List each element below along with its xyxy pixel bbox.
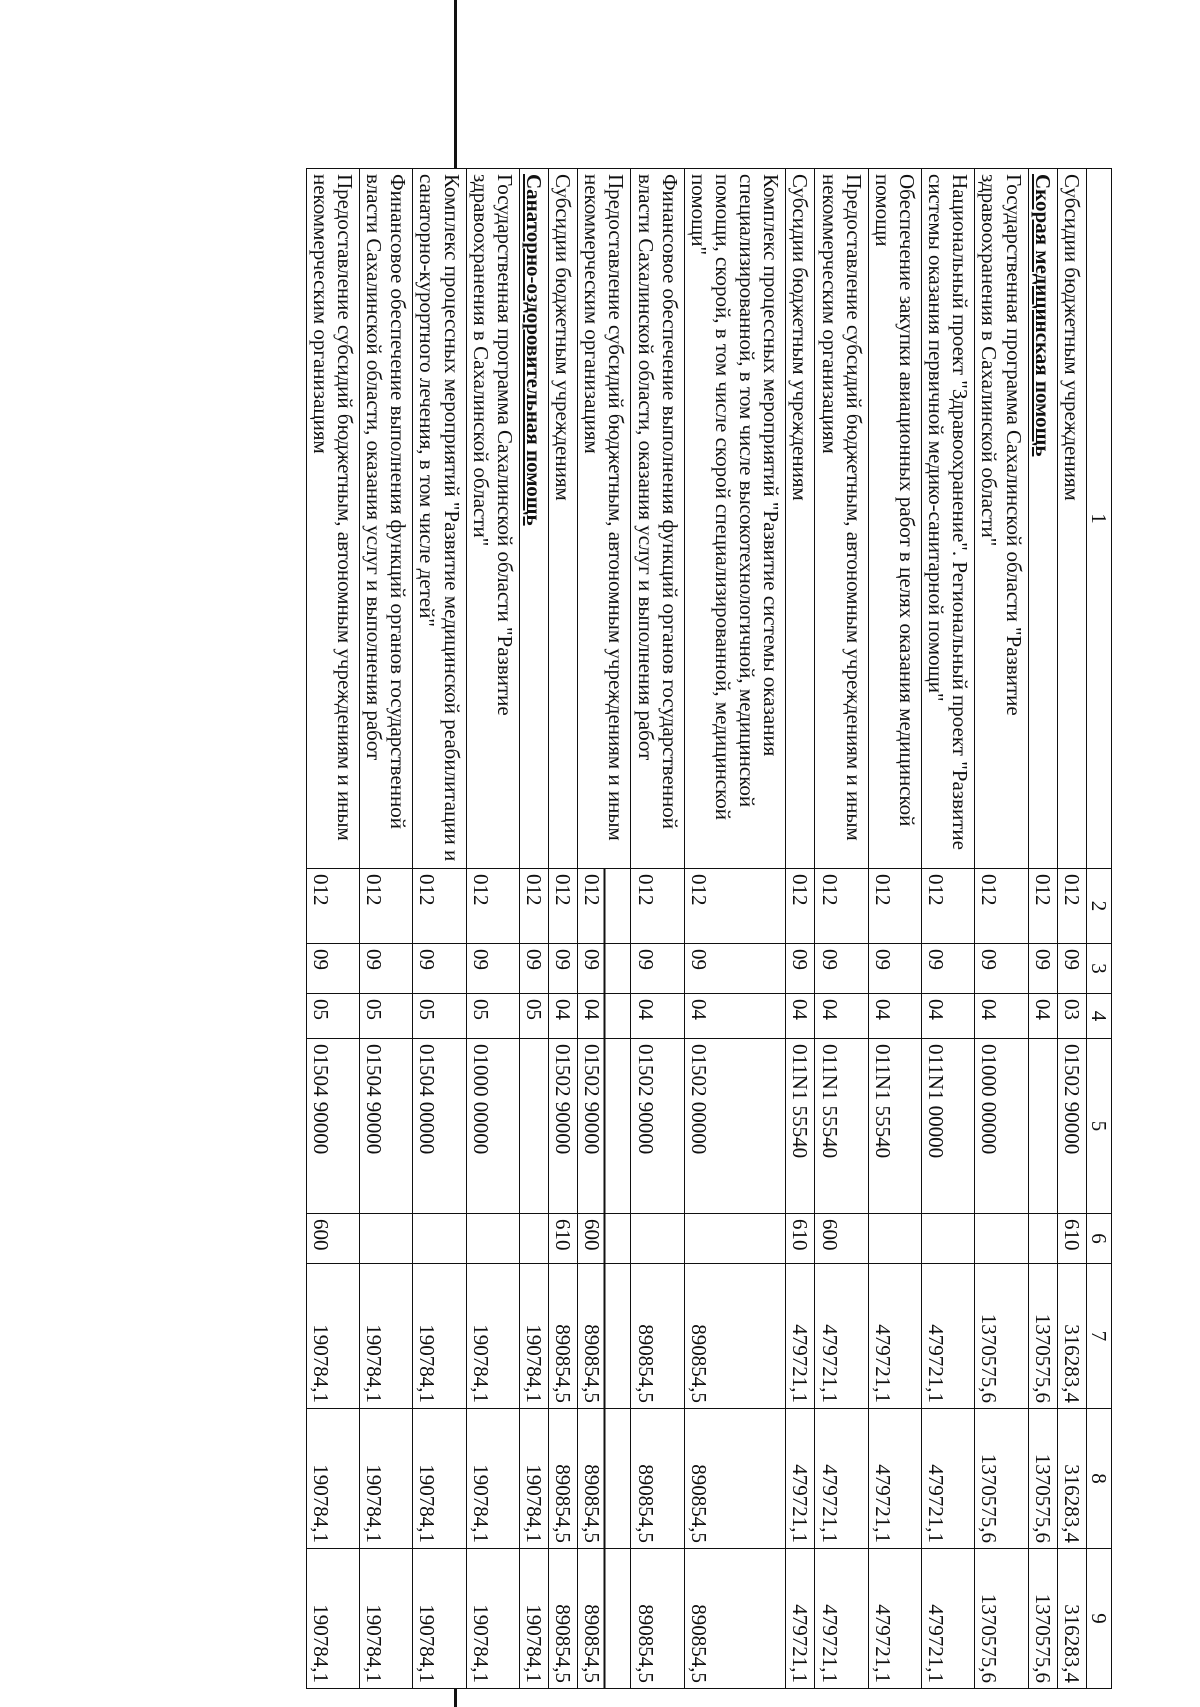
amount-col9-cell: 190784,1 bbox=[413, 1549, 466, 1689]
gr-code-cell: 012 bbox=[360, 869, 413, 944]
target-article-cell bbox=[519, 1039, 548, 1214]
section-code-cell: 09 bbox=[306, 944, 359, 994]
header-cell: 1 bbox=[1086, 169, 1111, 869]
subsection-code-cell: 04 bbox=[1028, 994, 1057, 1039]
table-row bbox=[466, 169, 519, 1689]
expense-type-cell bbox=[631, 1214, 684, 1264]
amount-col8-cell: 316283,4 bbox=[1057, 1409, 1086, 1549]
section-code-cell: 09 bbox=[1028, 944, 1057, 994]
amount-col7-cell: 890854,5 bbox=[684, 1264, 786, 1409]
gr-code-cell: 012 bbox=[466, 869, 519, 944]
subsection-code-cell: 04 bbox=[684, 994, 786, 1039]
amount-col7-cell: 479721,1 bbox=[815, 1264, 868, 1409]
gr-code-cell: 012 bbox=[631, 869, 684, 944]
table-row bbox=[868, 169, 921, 1689]
amount-col7-cell: 190784,1 bbox=[360, 1264, 413, 1409]
gr-code-cell: 012 bbox=[1057, 869, 1086, 944]
amount-col9-cell: 479721,1 bbox=[922, 1549, 975, 1689]
subsection-code-cell: 05 bbox=[413, 994, 466, 1039]
amount-col8-cell: 890854,5 bbox=[549, 1409, 578, 1549]
expense-type-cell bbox=[466, 1214, 519, 1264]
row-name-cell: Финансовое обеспечение выполнения функций органов государственной власти Сахалинской области, оказания услуг и выполнения работ bbox=[360, 169, 413, 869]
table-row bbox=[975, 169, 1028, 1689]
table-row bbox=[578, 169, 631, 1689]
target-article-cell: 011N1 55540 bbox=[786, 1039, 815, 1214]
table-row bbox=[413, 169, 466, 1689]
table-row bbox=[922, 169, 975, 1689]
amount-col8-cell: 479721,1 bbox=[815, 1409, 868, 1549]
expense-type-cell bbox=[684, 1214, 786, 1264]
subsection-code-cell: 04 bbox=[549, 994, 578, 1039]
subsection-code-cell: 04 bbox=[868, 994, 921, 1039]
expense-type-cell bbox=[360, 1214, 413, 1264]
amount-col7-cell: 479721,1 bbox=[868, 1264, 921, 1409]
amount-col7-cell: 890854,5 bbox=[578, 1264, 631, 1409]
subsection-code-cell: 05 bbox=[360, 994, 413, 1039]
gr-code-cell: 012 bbox=[684, 869, 786, 944]
subsection-code-cell: 04 bbox=[578, 994, 631, 1039]
target-article-cell: 011N1 55540 bbox=[868, 1039, 921, 1214]
row-name-cell: Предоставление субсидий бюджетным, автономным учреждениям и иным некоммерческим организациям bbox=[815, 169, 868, 869]
amount-col9-cell: 1370575,6 bbox=[975, 1549, 1028, 1689]
amount-col8-cell: 890854,5 bbox=[578, 1409, 631, 1549]
target-article-cell: 01504 90000 bbox=[306, 1039, 359, 1214]
table-row bbox=[1028, 169, 1057, 1689]
row-name-cell: Комплекс процессных мероприятий "Развитие медицинской реабилитации и санаторно-курортного лечения, в том числе детей" bbox=[413, 169, 466, 869]
expense-type-cell: 600 bbox=[306, 1214, 359, 1264]
amount-col9-cell: 1370575,6 bbox=[1028, 1549, 1057, 1689]
section-code-cell: 09 bbox=[1057, 944, 1086, 994]
amount-col9-cell: 890854,5 bbox=[549, 1549, 578, 1689]
table-row bbox=[519, 169, 548, 1689]
amount-col8-cell: 479721,1 bbox=[922, 1409, 975, 1549]
gr-code-cell: 012 bbox=[975, 869, 1028, 944]
amount-col9-cell: 890854,5 bbox=[684, 1549, 786, 1689]
row-name-cell: Субсидии бюджетным учреждениям bbox=[1057, 169, 1086, 869]
amount-col7-cell: 479721,1 bbox=[786, 1264, 815, 1409]
header-cell: 9 bbox=[1086, 1549, 1111, 1689]
subsection-code-cell: 04 bbox=[815, 994, 868, 1039]
section-code-cell: 09 bbox=[549, 944, 578, 994]
amount-col8-cell: 479721,1 bbox=[786, 1409, 815, 1549]
amount-col7-cell: 190784,1 bbox=[413, 1264, 466, 1409]
table-row bbox=[1057, 169, 1086, 1689]
gr-code-cell: 012 bbox=[578, 869, 631, 944]
subsection-code-cell: 05 bbox=[306, 994, 359, 1039]
amount-col8-cell: 190784,1 bbox=[413, 1409, 466, 1549]
target-article-cell: 01504 90000 bbox=[360, 1039, 413, 1214]
amount-col9-cell: 190784,1 bbox=[519, 1549, 548, 1689]
amount-col9-cell: 190784,1 bbox=[360, 1549, 413, 1689]
budget-table bbox=[306, 168, 1112, 1689]
target-article-cell: 01502 00000 bbox=[684, 1039, 786, 1214]
expense-type-cell bbox=[868, 1214, 921, 1264]
amount-col8-cell: 479721,1 bbox=[868, 1409, 921, 1549]
row-name-cell: Предоставление субсидий бюджетным, автономным учреждениям и иным некоммерческим организациям bbox=[306, 169, 359, 869]
header-cell: 6 bbox=[1086, 1214, 1111, 1264]
section-code-cell: 09 bbox=[975, 944, 1028, 994]
amount-col7-cell: 190784,1 bbox=[466, 1264, 519, 1409]
target-article-cell: 01502 90000 bbox=[1057, 1039, 1086, 1214]
section-code-cell: 09 bbox=[786, 944, 815, 994]
target-article-cell: 01502 90000 bbox=[549, 1039, 578, 1214]
row-name-cell: Санаторно-оздоровительная помощь bbox=[519, 169, 548, 869]
expense-type-cell bbox=[975, 1214, 1028, 1264]
amount-col9-cell: 316283,4 bbox=[1057, 1549, 1086, 1689]
row-name-cell: Скорая медицинская помощь bbox=[1028, 169, 1057, 869]
gr-code-cell: 012 bbox=[1028, 869, 1057, 944]
rotated-table-wrapper bbox=[82, 168, 1112, 1688]
expense-type-cell: 610 bbox=[1057, 1214, 1086, 1264]
amount-col7-cell: 479721,1 bbox=[922, 1264, 975, 1409]
expense-type-cell bbox=[519, 1214, 548, 1264]
target-article-cell bbox=[1028, 1039, 1057, 1214]
row-name-cell: Субсидии бюджетным учреждениям bbox=[786, 169, 815, 869]
section-code-cell: 09 bbox=[815, 944, 868, 994]
row-name-cell: Государственная программа Сахалинской области "Развитие здравоохранения в Сахалинской области" bbox=[975, 169, 1028, 869]
header-row bbox=[1086, 169, 1111, 1689]
amount-col7-cell: 890854,5 bbox=[549, 1264, 578, 1409]
section-code-cell: 09 bbox=[868, 944, 921, 994]
header-cell: 8 bbox=[1086, 1409, 1111, 1549]
table-row bbox=[549, 169, 578, 1689]
header-cell: 3 bbox=[1086, 944, 1111, 994]
target-article-cell: 01000 00000 bbox=[975, 1039, 1028, 1214]
amount-col8-cell: 190784,1 bbox=[360, 1409, 413, 1549]
target-article-cell: 01502 90000 bbox=[631, 1039, 684, 1214]
subsection-code-cell: 05 bbox=[466, 994, 519, 1039]
subsection-code-cell: 04 bbox=[922, 994, 975, 1039]
gr-code-cell: 012 bbox=[868, 869, 921, 944]
target-article-cell: 011N1 00000 bbox=[922, 1039, 975, 1214]
gr-code-cell: 012 bbox=[413, 869, 466, 944]
amount-col9-cell: 479721,1 bbox=[868, 1549, 921, 1689]
table-row bbox=[786, 169, 815, 1689]
gr-code-cell: 012 bbox=[815, 869, 868, 944]
row-name-cell: Обеспечение закупки авиационных работ в целях оказания медицинской помощи bbox=[868, 169, 921, 869]
amount-col9-cell: 890854,5 bbox=[578, 1549, 631, 1689]
section-code-cell: 09 bbox=[519, 944, 548, 994]
amount-col8-cell: 190784,1 bbox=[519, 1409, 548, 1549]
expense-type-cell: 600 bbox=[815, 1214, 868, 1264]
section-code-cell: 09 bbox=[360, 944, 413, 994]
gr-code-cell: 012 bbox=[306, 869, 359, 944]
target-article-cell: 01000 00000 bbox=[466, 1039, 519, 1214]
row-name-cell: Национальный проект "Здравоохранение". Региональный проект "Развитие системы оказания первичной медико-санитарной помощи" bbox=[922, 169, 975, 869]
section-code-cell: 09 bbox=[578, 944, 631, 994]
subsection-code-cell: 04 bbox=[975, 994, 1028, 1039]
row-name-cell: Субсидии бюджетным учреждениям bbox=[549, 169, 578, 869]
expense-type-cell bbox=[413, 1214, 466, 1264]
table-row bbox=[815, 169, 868, 1689]
table-row bbox=[684, 169, 786, 1689]
section-code-cell: 09 bbox=[631, 944, 684, 994]
target-article-cell: 011N1 55540 bbox=[815, 1039, 868, 1214]
row-name-cell: Государственная программа Сахалинской области "Развитие здравоохранения в Сахалинской области" bbox=[466, 169, 519, 869]
table-row bbox=[631, 169, 684, 1689]
section-code-cell: 09 bbox=[922, 944, 975, 994]
amount-col9-cell: 890854,5 bbox=[631, 1549, 684, 1689]
amount-col7-cell: 1370575,6 bbox=[1028, 1264, 1057, 1409]
table-body bbox=[306, 169, 1086, 1689]
subsection-code-cell: 04 bbox=[786, 994, 815, 1039]
header-cell: 5 bbox=[1086, 1039, 1111, 1214]
gr-code-cell: 012 bbox=[549, 869, 578, 944]
amount-col8-cell: 190784,1 bbox=[306, 1409, 359, 1549]
row-name-cell: Финансовое обеспечение выполнения функций органов государственной власти Сахалинской области, оказания услуг и выполнения работ bbox=[631, 169, 684, 869]
amount-col8-cell: 890854,5 bbox=[631, 1409, 684, 1549]
amount-col7-cell: 316283,4 bbox=[1057, 1264, 1086, 1409]
subsection-code-cell: 03 bbox=[1057, 994, 1086, 1039]
expense-type-cell: 610 bbox=[549, 1214, 578, 1264]
row-name-cell: Предоставление субсидий бюджетным, автономным учреждениям и иным некоммерческим организациям bbox=[578, 169, 631, 869]
section-code-cell: 09 bbox=[413, 944, 466, 994]
expense-type-cell bbox=[922, 1214, 975, 1264]
expense-type-cell: 610 bbox=[786, 1214, 815, 1264]
amount-col7-cell: 190784,1 bbox=[306, 1264, 359, 1409]
amount-col7-cell: 890854,5 bbox=[631, 1264, 684, 1409]
subsection-code-cell: 05 bbox=[519, 994, 548, 1039]
amount-col9-cell: 190784,1 bbox=[306, 1549, 359, 1689]
table-row bbox=[360, 169, 413, 1689]
amount-col7-cell: 1370575,6 bbox=[975, 1264, 1028, 1409]
amount-col8-cell: 1370575,6 bbox=[975, 1409, 1028, 1549]
amount-col8-cell: 890854,5 bbox=[684, 1409, 786, 1549]
row-name-cell: Комплекс процессных мероприятий "Развитие системы оказания специализированной, в том числе высокотехнологичной, медицинской помощи, скорой, в том числе скорой специализированной, медицинской помощи" bbox=[684, 169, 786, 869]
target-article-cell: 01502 90000 bbox=[578, 1039, 631, 1214]
amount-col8-cell: 1370575,6 bbox=[1028, 1409, 1057, 1549]
amount-col9-cell: 190784,1 bbox=[466, 1549, 519, 1689]
table-row bbox=[306, 169, 359, 1689]
gr-code-cell: 012 bbox=[922, 869, 975, 944]
section-code-cell: 09 bbox=[466, 944, 519, 994]
header-cell: 2 bbox=[1086, 869, 1111, 944]
expense-type-cell: 600 bbox=[578, 1214, 631, 1264]
header-cell: 7 bbox=[1086, 1264, 1111, 1409]
section-code-cell: 09 bbox=[684, 944, 786, 994]
target-article-cell: 01504 00000 bbox=[413, 1039, 466, 1214]
amount-col9-cell: 479721,1 bbox=[786, 1549, 815, 1689]
amount-col7-cell: 190784,1 bbox=[519, 1264, 548, 1409]
gr-code-cell: 012 bbox=[519, 869, 548, 944]
header-cell: 4 bbox=[1086, 994, 1111, 1039]
gr-code-cell: 012 bbox=[786, 869, 815, 944]
amount-col8-cell: 190784,1 bbox=[466, 1409, 519, 1549]
subsection-code-cell: 04 bbox=[631, 994, 684, 1039]
amount-col9-cell: 479721,1 bbox=[815, 1549, 868, 1689]
expense-type-cell bbox=[1028, 1214, 1057, 1264]
